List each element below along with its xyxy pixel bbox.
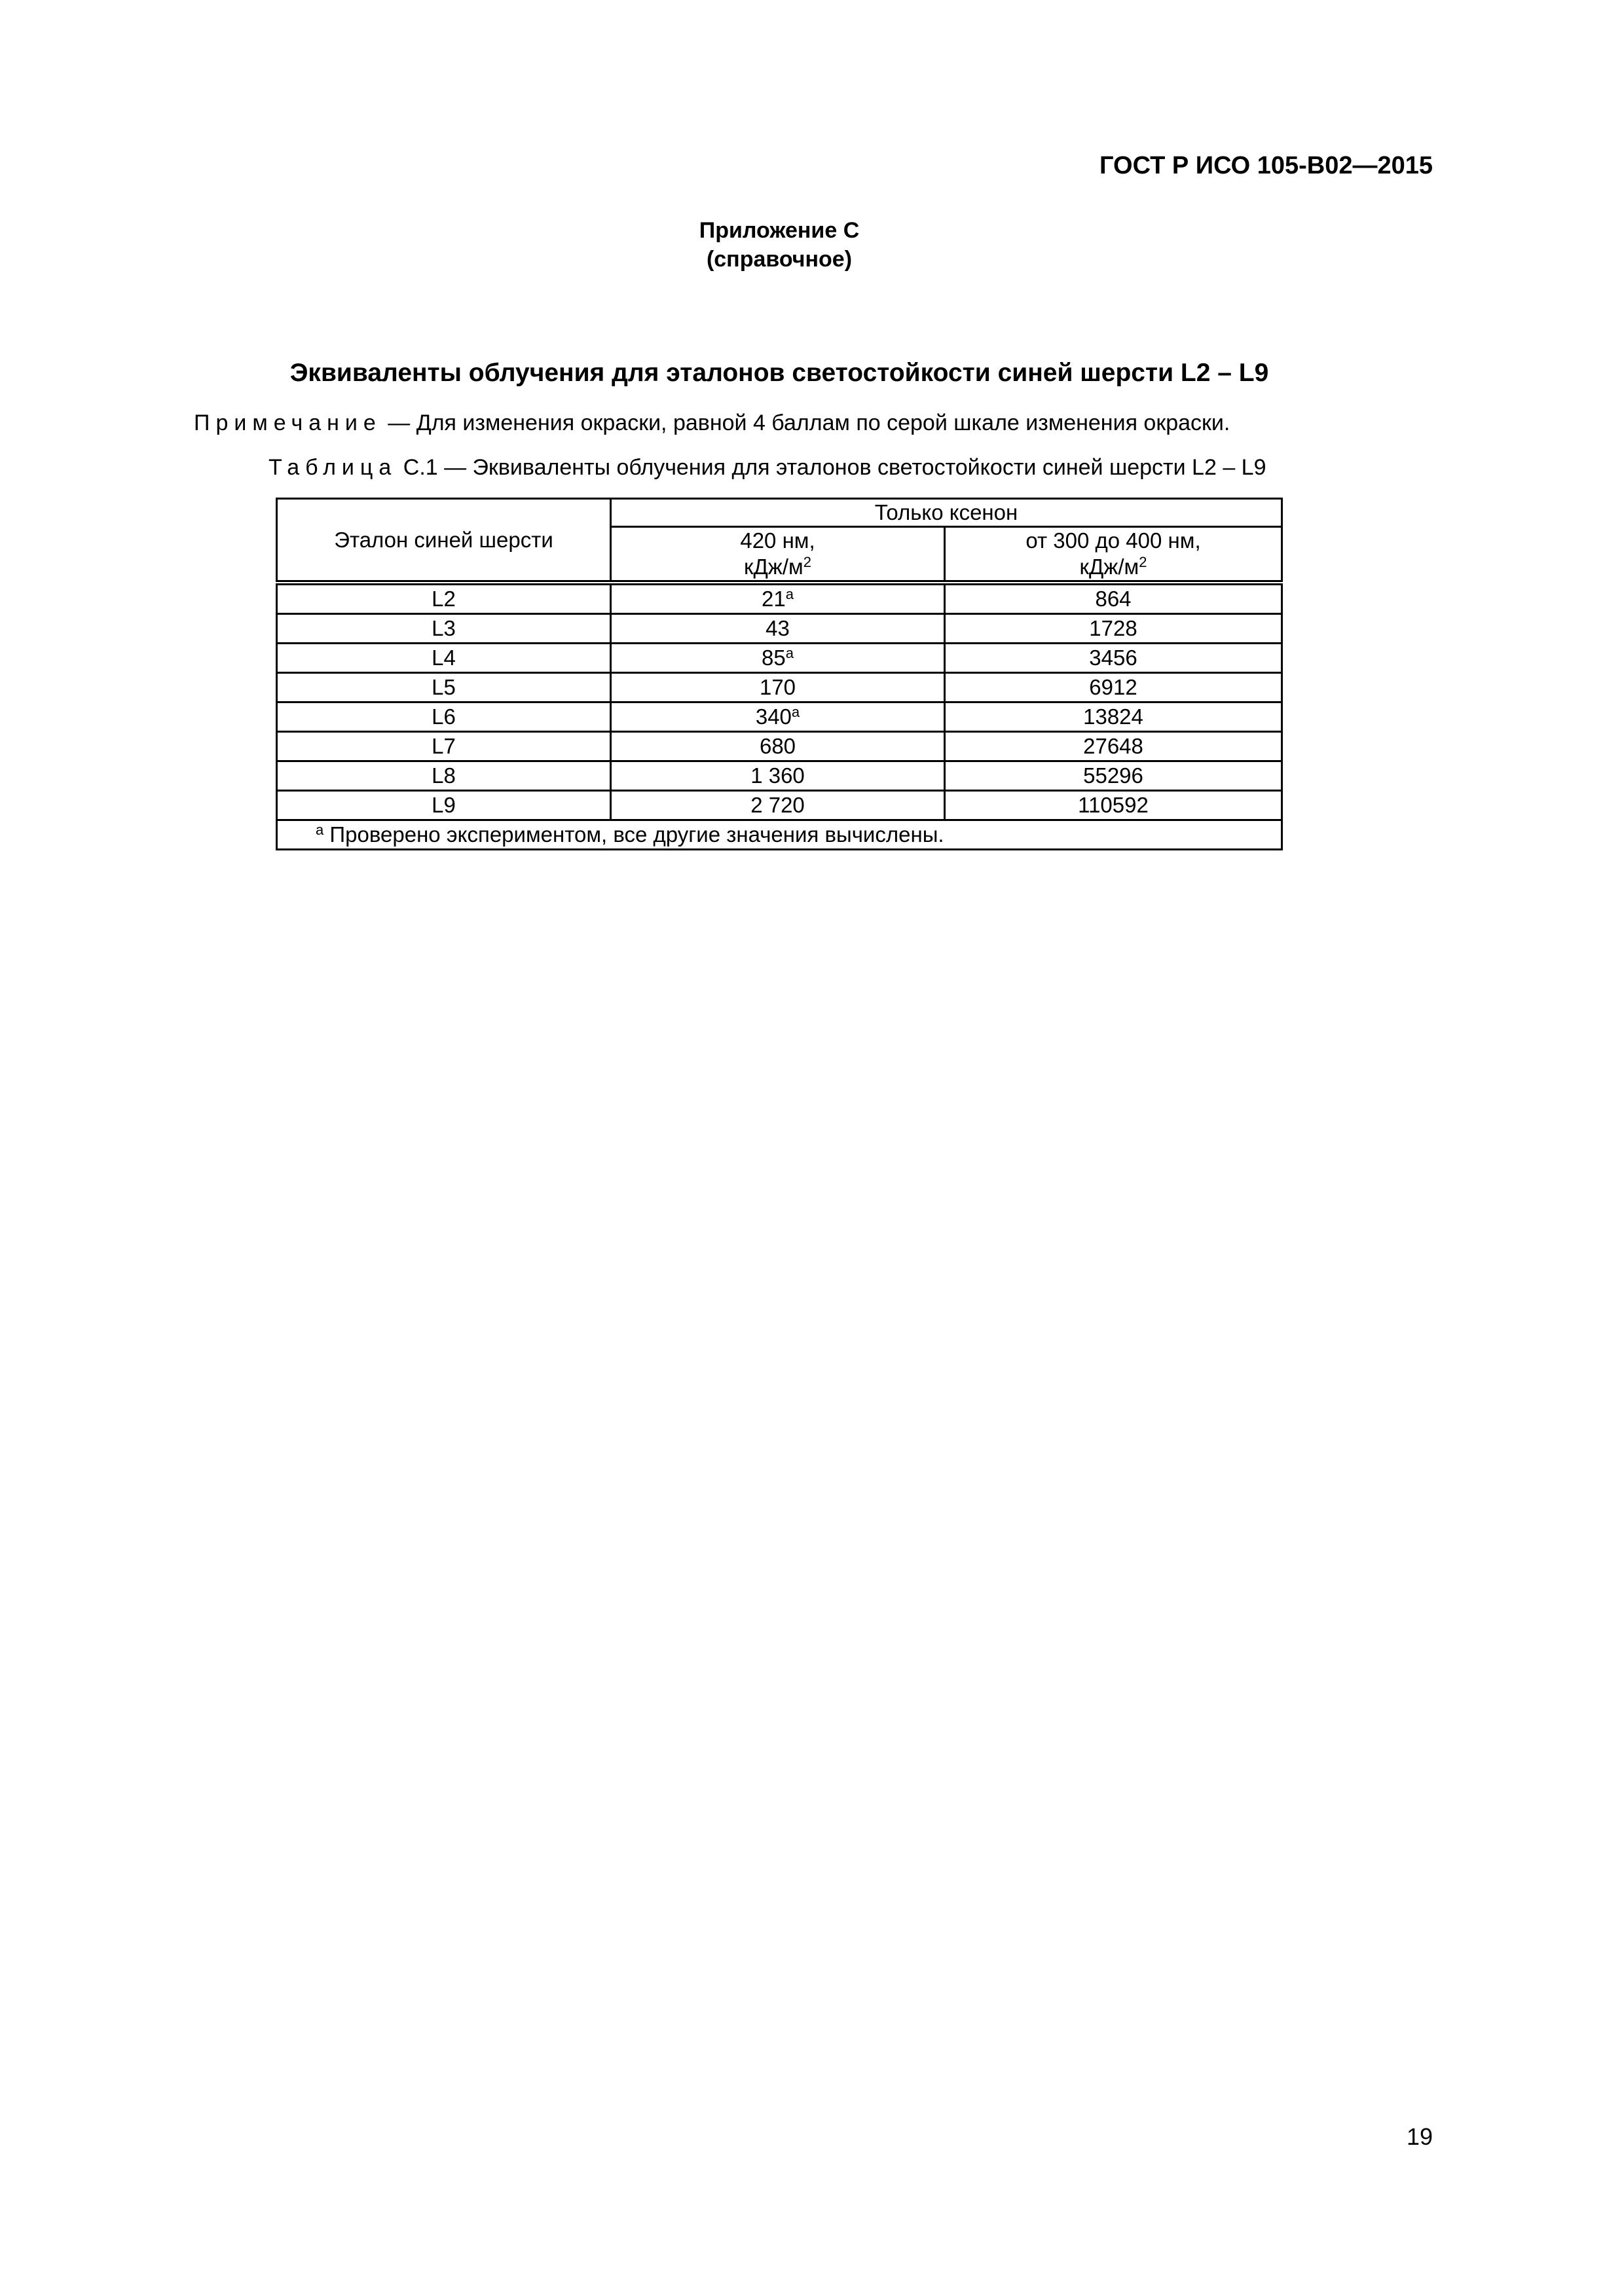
table-row [277, 614, 1282, 644]
cell-300-400nm: 3456 [945, 644, 1282, 673]
section-heading: Эквиваленты облучения для эталонов светостойкости синей шерсти L2 – L9 [289, 359, 1269, 387]
header-blue-wool-standard: Эталон синей шерсти [277, 499, 611, 583]
table-row [277, 761, 1282, 791]
table-row [277, 732, 1282, 761]
table-row [277, 791, 1282, 820]
irradiance-table [276, 498, 1283, 850]
cell-standard: L3 [277, 614, 611, 644]
cell-300-400nm: 55296 [945, 761, 1282, 791]
footnote-mark: а [316, 822, 324, 838]
table-row [277, 673, 1282, 702]
cell-standard: L4 [277, 644, 611, 673]
cell-standard: L2 [277, 583, 611, 614]
table-footnote-row [277, 820, 1282, 850]
cell-300-400nm: 1728 [945, 614, 1282, 644]
cell-300-400nm: 110592 [945, 791, 1282, 820]
cell-300-400nm: 27648 [945, 732, 1282, 761]
annex-subtitle: (справочное) [706, 247, 853, 272]
annex-title: Приложение С [699, 218, 860, 243]
cell-420nm: $21^а$ [611, 583, 945, 614]
footnote-text: Проверено экспериментом, все другие значения вычислены. [323, 822, 944, 847]
page-number: 19 [1406, 2123, 1433, 2150]
header-420nm-label: 420 нм, [740, 528, 815, 553]
cell-300-400nm: 6912 [945, 673, 1282, 702]
header-420nm-unit: кДж/$м^2$ [744, 554, 811, 579]
table-header-row [277, 499, 1282, 527]
table-caption-label: Таблица [268, 455, 397, 480]
table-row [277, 702, 1282, 732]
cell-420nm: 1 360 [611, 761, 945, 791]
cell-300-400nm: 864 [945, 583, 1282, 614]
note-text: — Для изменения окраски, равной 4 баллам по серой шкале изменения окраски. [381, 410, 1230, 435]
cell-420nm: $340^а$ [611, 702, 945, 732]
table-row [277, 583, 1282, 614]
cell-standard: L6 [277, 702, 611, 732]
cell-420nm: 2 720 [611, 791, 945, 820]
header-300-400nm-label: от 300 до 400 нм, [1025, 528, 1201, 553]
cell-420nm: 680 [611, 732, 945, 761]
cell-standard: L7 [277, 732, 611, 761]
annex-heading [0, 216, 1559, 274]
cell-300-400nm: 13824 [945, 702, 1282, 732]
table-footnote [277, 820, 1282, 850]
note-label: Примечание [194, 410, 382, 435]
header-xenon-only: Только ксенон [611, 499, 1282, 527]
cell-420nm: 170 [611, 673, 945, 702]
header-300-400nm [945, 527, 1282, 583]
header-300-400nm-unit: кДж/$м^2$ [1079, 554, 1147, 579]
table-caption [268, 455, 1266, 481]
header-420nm [611, 527, 945, 583]
note [194, 410, 1230, 436]
table-caption-text: С.1 — Эквиваленты облучения для эталонов светостойкости синей шерсти L2 – L9 [397, 455, 1266, 480]
document-code: ГОСТ Р ИСО 105-В02—2015 [1099, 152, 1433, 179]
cell-standard: L8 [277, 761, 611, 791]
cell-standard: L5 [277, 673, 611, 702]
cell-420nm: $85^а$ [611, 644, 945, 673]
cell-standard: L9 [277, 791, 611, 820]
table-row [277, 644, 1282, 673]
cell-420nm: 43 [611, 614, 945, 644]
